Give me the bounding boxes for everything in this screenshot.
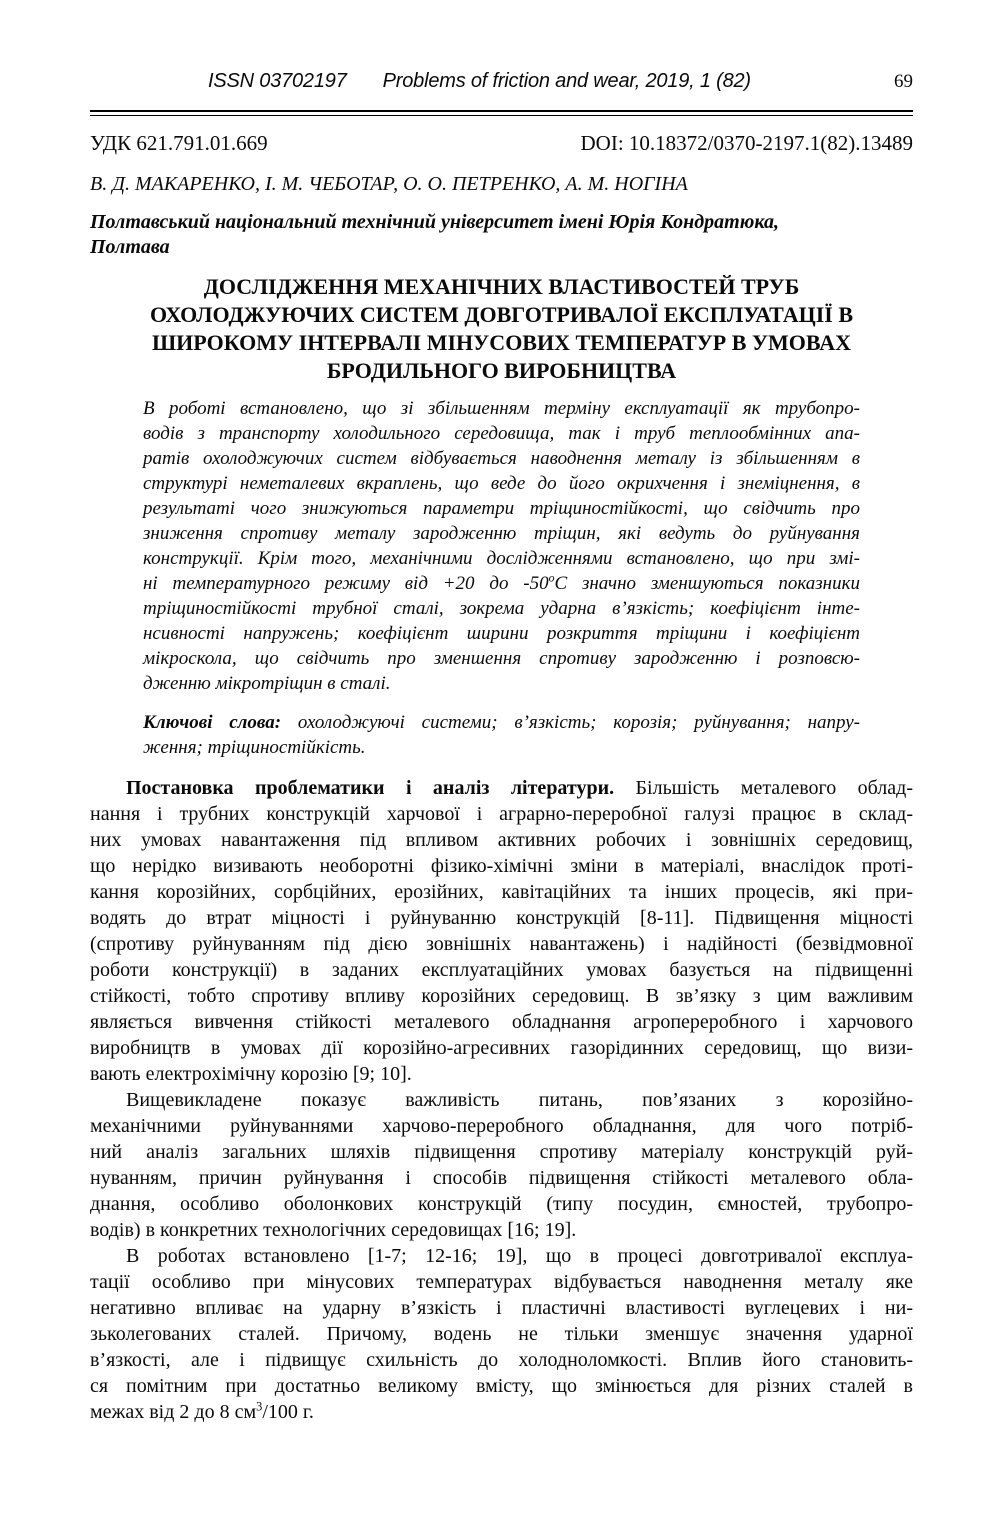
abstract	[143, 396, 860, 696]
body-line: виробництв в умовах дії корозійно-агресивних газорідинних середовищ, що визи-	[90, 1037, 913, 1059]
body-paragraph	[90, 775, 913, 1087]
doi-code: DOI: 10.18372/0370-2197.1(82).13489	[580, 131, 913, 155]
body-line: негативно впливає на ударну в’язкість і пластичні властивості вуглецевих і ни-	[90, 1297, 913, 1319]
affiliation-line: Полтавський національний технічний університет імені Юрія Кондратюка,	[90, 211, 779, 233]
body-line: тації особливо при мінусових температурах відбувається наводнення металу яке	[90, 1271, 913, 1293]
header-journal-title: Problems of friction and wear, 2019, 1 (82)	[382, 70, 751, 92]
section-heading: Постановка проблематики і аналіз літератури.	[126, 777, 615, 799]
abstract-line: ні температурного режиму від +20 до $-50^оС$ значно зменшуються показники	[143, 571, 860, 594]
udk-code: УДК 621.791.01.669	[90, 131, 268, 155]
body-line: Постановка проблематики і аналіз літератури. Більшість металевого облад-	[126, 777, 913, 799]
header-rule	[90, 110, 913, 116]
abstract-line: зниження спротиву металу зародженню тріщин, які ведуть до руйнування	[143, 523, 860, 544]
body-line: водять до втрат міцності і руйнуванню конструкцій [8-11]. Підвищення міцності	[90, 907, 913, 929]
body-line: ся помітним при достатньо великому вмісту, що змінюється для різних сталей в	[90, 1375, 913, 1397]
body-line: зьколегованих сталей. Причому, водень не тільки зменшує значення ударної	[90, 1323, 913, 1345]
body-line: кання корозійних, сорбційних, ерозійних, кавітаційних та інших процесів, які при-	[90, 881, 913, 903]
body-paragraph	[90, 1087, 913, 1243]
abstract-line: мікроскола, що свідчить про зменшення спротиву зародженню і розповсю-	[143, 648, 860, 669]
abstract-line: результаті чого знижуються параметри тріщиностійкості, що свідчить про	[143, 498, 860, 519]
keywords	[143, 710, 860, 760]
keywords-line: ження; тріщиностійкість.	[143, 737, 366, 758]
meta-row	[90, 131, 913, 156]
authors-line: В. Д. МАКАРЕНКО, І. М. ЧЕБОТАР, О. О. ПЕТРЕНКО, А. М. НОГІНА	[90, 173, 688, 195]
body-line: нуванням, причин руйнування і способів підвищення стійкості металевого обла-	[90, 1167, 913, 1189]
body-line: них умовах навантаження під впливом активних робочих і зовнішніх середовищ,	[90, 829, 913, 851]
article-title-line: ОХОЛОДЖУЮЧИХ СИСТЕМ ДОВГОТРИВАЛОЇ ЕКСПЛУАТАЦІЇ В	[149, 302, 854, 327]
body-line: В роботах встановлено [1-7; 12-16; 19], що в процесі довготривалої експлуа-	[126, 1245, 913, 1267]
abstract-line: тріщиностійкості трубної сталі, зокрема ударна в’язкість; коефіцієнт інте-	[143, 598, 860, 619]
body-line: стійкості, тобто спротиву впливу корозійних середовищ. В зв’язку з цим важливим	[90, 985, 913, 1007]
body-paragraph	[90, 1243, 913, 1425]
body-line: що нерідко визивають необоротні фізико-хімічні зміни в матеріалі, внаслідок проті-	[90, 855, 913, 877]
body-line: являється вивчення стійкості металевого обладнання агропереробного і харчового	[90, 1011, 913, 1033]
abstract-line: водів з транспорту холодильного середовища, так і труб теплообмінних апа-	[143, 423, 860, 444]
article-title-line: ШИРОКОМУ ІНТЕРВАЛІ МІНУСОВИХ ТЕМПЕРАТУР В УМОВАХ	[152, 330, 851, 355]
abstract-line: нсивності напружень; коефіцієнт ширини розкриття тріщини і коефіцієнт	[143, 623, 860, 644]
keywords-label: Ключові слова:	[143, 712, 282, 733]
body-line: вають електрохімічну корозію [9; 10].	[90, 1063, 412, 1085]
header-page-number: 69	[894, 71, 913, 92]
body-line: роботи конструкції) в заданих експлуатаційних умовах базується на підвищенні	[90, 959, 913, 981]
abstract-line: дженню мікротріщин в сталі.	[143, 673, 391, 694]
body-line: днання, особливо оболонкових конструкцій (типу посудин, ємностей, трубопро-	[90, 1193, 913, 1215]
running-header	[90, 70, 913, 93]
body-line: нання і трубних конструкцій харчової і аграрно-переробної галузі працює в склад-	[90, 803, 913, 825]
abstract-line: В роботі встановлено, що зі збільшенням терміну експлуатації як трубопро-	[143, 398, 860, 419]
abstract-line: конструкції. Крім того, механічними дослідженнями встановлено, що при змі-	[143, 548, 860, 569]
body-line: ний аналіз загальних шляхів підвищення спротиву матеріалу конструкцій руй-	[90, 1141, 913, 1163]
body-line: механічними руйнуваннями харчово-переробного обладнання, для чого потріб-	[90, 1115, 913, 1137]
header-issn: ISSN 03702197	[208, 70, 347, 92]
affiliation	[90, 210, 913, 260]
keywords-line	[143, 710, 860, 735]
article-body	[90, 775, 913, 1425]
body-line: в’язкості, але і підвищує схильність до холодноломкості. Вплив його становить-	[90, 1349, 913, 1371]
article-title-line: БРОДИЛЬНОГО ВИРОБНИЦТВА	[326, 358, 677, 383]
body-line: (спротиву руйнуванням під дією зовнішніх навантажень) і надійності (безвідмовної	[90, 933, 913, 955]
keywords-text: охолоджуючі системи; в’язкість; корозія; руйнування; напру-	[297, 712, 861, 733]
article-title-line: ДОСЛІДЖЕННЯ МЕХАНІЧНИХ ВЛАСТИВОСТЕЙ ТРУБ	[203, 274, 800, 299]
abstract-line: ратів охолоджуючих систем відбувається наводнення металу із збільшенням в	[143, 448, 860, 469]
body-line: водів) в конкретних технологічних середовищах [16; 19].	[90, 1219, 577, 1241]
affiliation-line: Полтава	[90, 236, 170, 258]
abstract-line: структурі неметалевих вкраплень, що веде до його окрихчення і знеміцнення, в	[143, 473, 860, 494]
body-line: Вищевикладене показує важливість питань, пов’язаних з корозійно-	[126, 1089, 913, 1111]
article-title	[90, 273, 913, 385]
body-line: межах від 2 до 8 $см^3/100$ г.	[90, 1399, 314, 1423]
